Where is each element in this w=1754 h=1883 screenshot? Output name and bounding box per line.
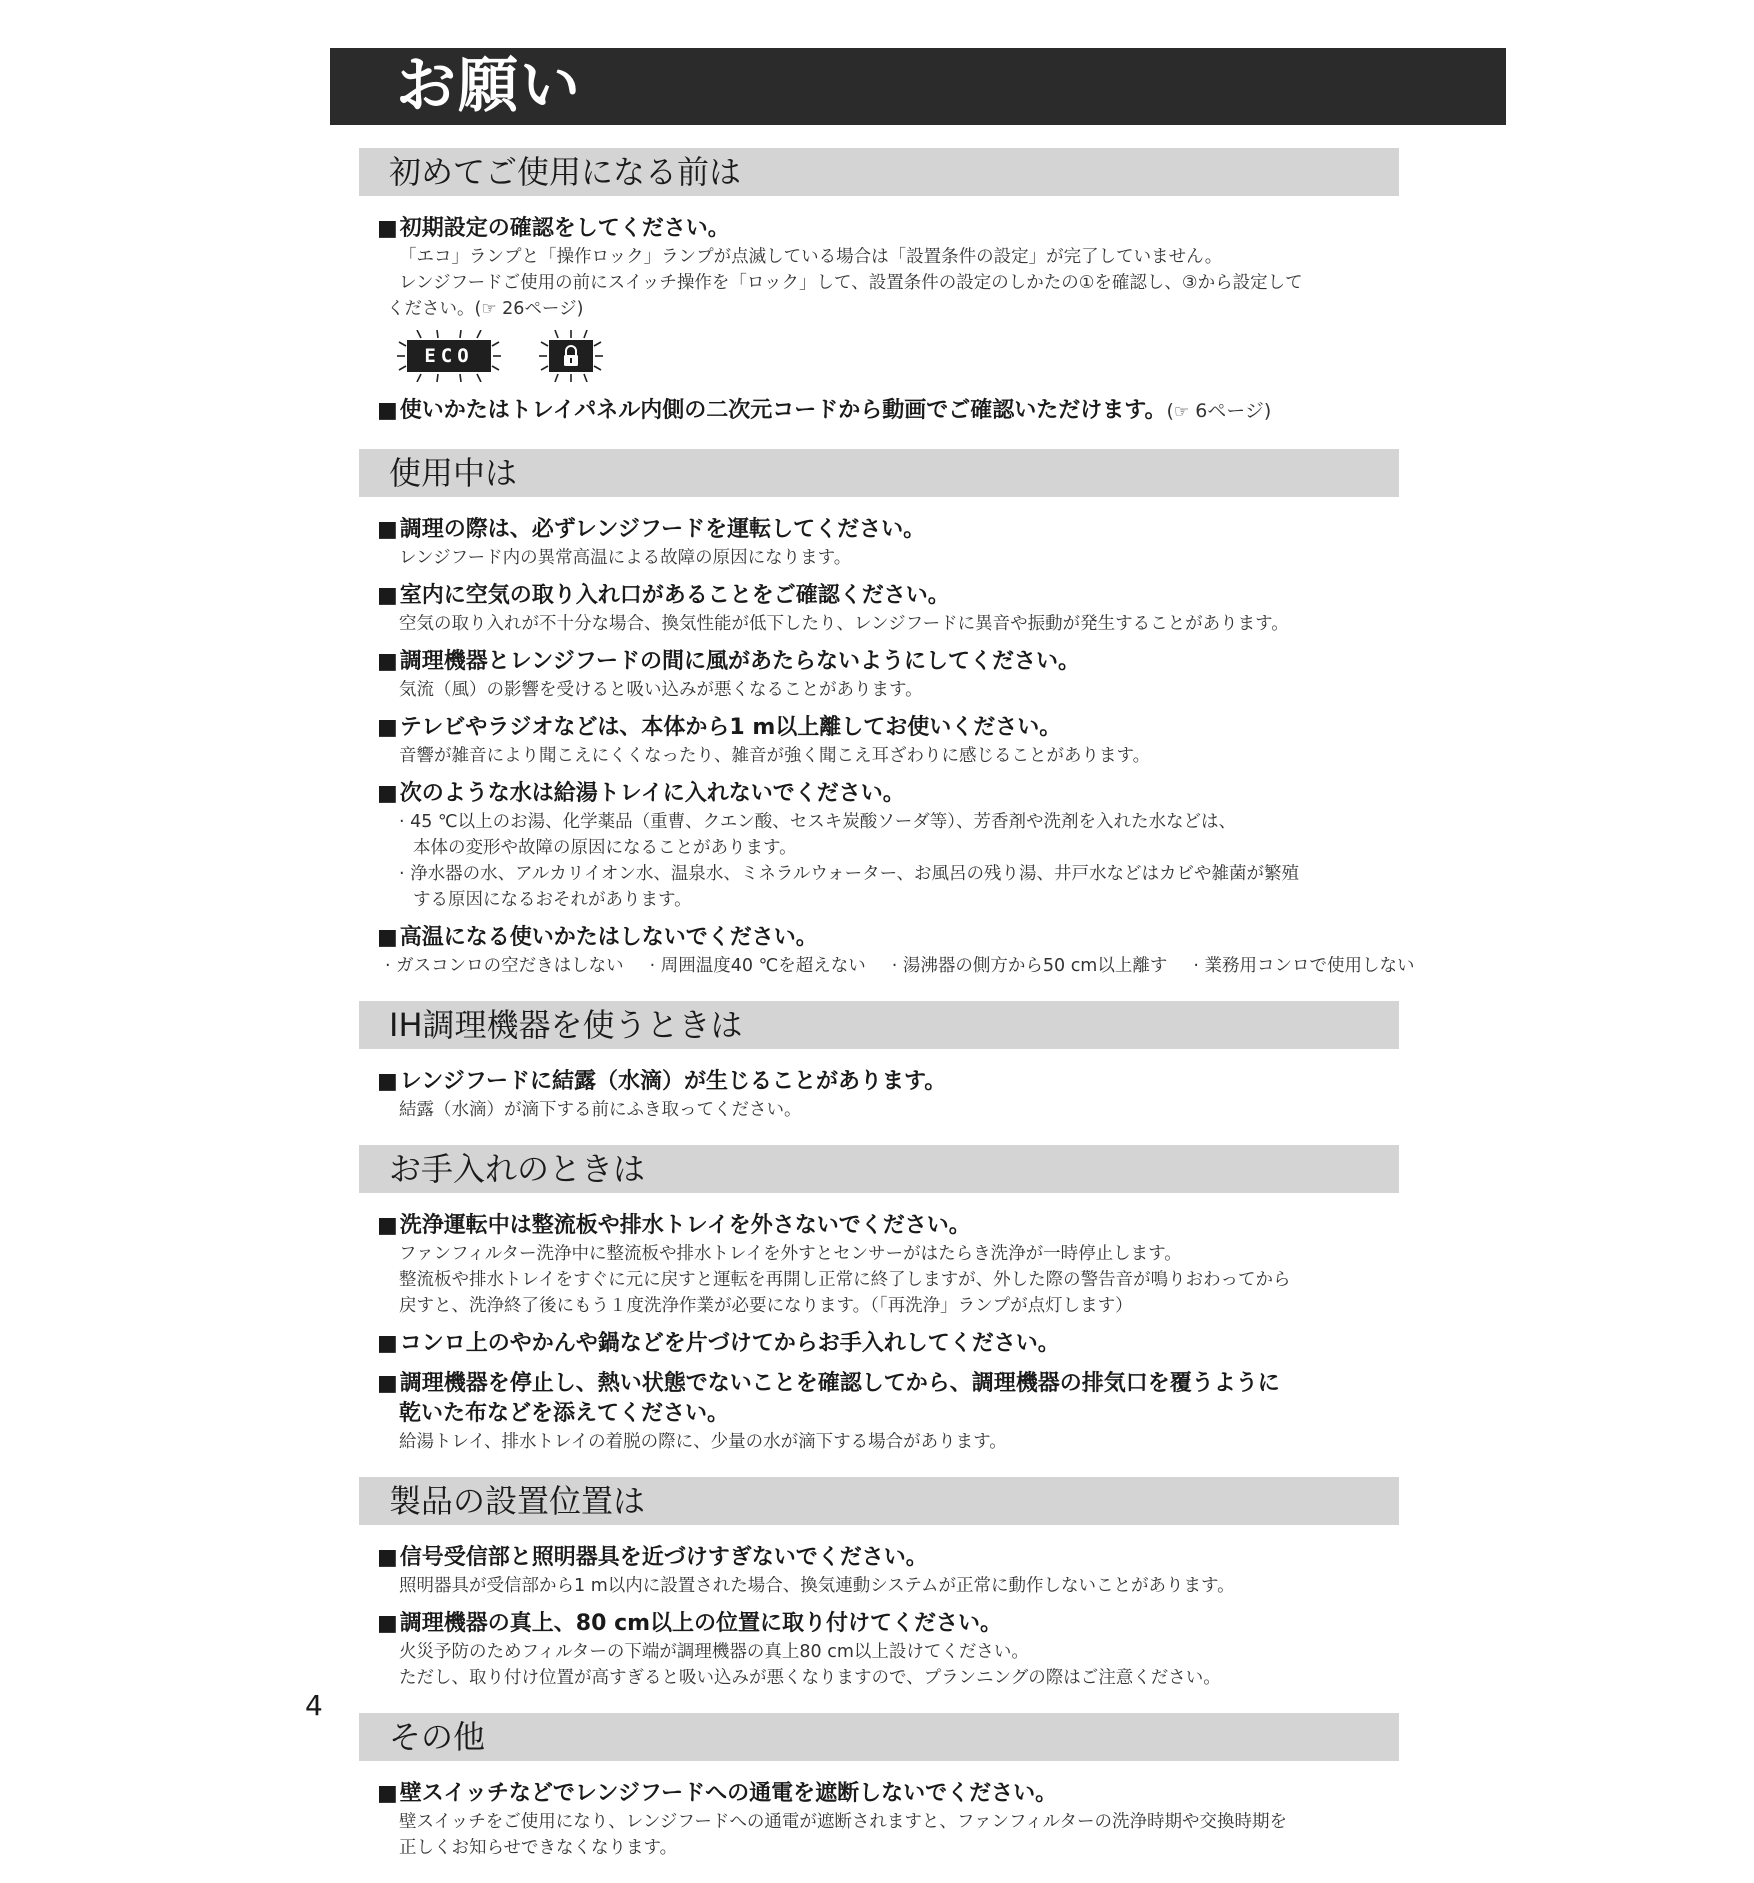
section-title: 初めてご使用になる前は (389, 153, 742, 191)
item-desc: 結露（水滴）が滴下する前にふき取ってください。 (399, 1100, 802, 1120)
item-title: テレビやラジオなどは、本体から1 m以上離してお使いください。 (399, 715, 1062, 740)
list-item (377, 1329, 1399, 1359)
item-title: コンロ上のやかんや鍋などを片づけてからお手入れしてください。 (399, 1331, 1060, 1356)
item-desc: 「エコ」ランプと「操作ロック」ランプが点滅している場合は「設置条件の設定」が完了していません。 (399, 247, 1223, 267)
lamp-icons (377, 322, 1399, 386)
item-title: 使いかたはトレイパネル内側の二次元コードから動画でご確認いただけます。 (399, 398, 1167, 423)
item-desc: 戻すと、洗浄終了後にもう１度洗浄作業が必要になります。（「再洗浄」ランプが点灯します） (399, 1296, 1133, 1316)
inline-notes (377, 953, 1415, 979)
bullet-square-icon: ■ (377, 216, 398, 241)
inline-note: · 業務用コンロで使用しない (1193, 956, 1415, 976)
item-title-continued: 乾いた布などを添えてください。 (399, 1401, 730, 1426)
item-desc: ファンフィルター洗浄中に整流板や排水トレイを外すとセンサーがはたらき洗浄が一時停止します。 (399, 1244, 1182, 1264)
bullet-square-icon: ■ (377, 925, 398, 950)
list-item (377, 647, 1399, 703)
list-item (377, 581, 1399, 637)
section-header (359, 148, 1399, 196)
bullet-square-icon: ■ (377, 1781, 398, 1806)
item-desc: 照明器具が受信部から1 m以内に設置された場合、換気連動システムが正常に動作しないことがあります。 (399, 1576, 1235, 1596)
section-title: IH調理機器を使うときは (389, 1006, 743, 1044)
item-title: 高温になる使いかたはしないでください。 (399, 925, 818, 950)
item-desc: 音響が雑音により聞こえにくくなったり、雑音が強く聞こえ耳ざわりに感じることがあります。 (399, 746, 1151, 766)
list-item (377, 779, 1399, 913)
item-desc: 気流（風）の影響を受けると吸い込みが悪くなることがあります。 (399, 680, 923, 700)
bullet-square-icon: ■ (377, 1069, 398, 1094)
page-title: お願い (396, 51, 582, 121)
bullet-square-icon: ■ (377, 649, 398, 674)
section-header (359, 1145, 1399, 1193)
item-desc: 本体の変形や故障の原因になることがあります。 (413, 838, 797, 858)
list-item (377, 1369, 1399, 1455)
list-item (377, 214, 1399, 386)
page-title-banner (330, 48, 1506, 125)
item-title: 室内に空気の取り入れ口があることをご確認ください。 (399, 583, 950, 608)
item-desc: · 浄水器の水、アルカリイオン水、温泉水、ミネラルウォーター、お風呂の残り湯、井戸水などはカビや雑菌が繁殖 (399, 864, 1299, 884)
bullet-square-icon: ■ (377, 398, 398, 423)
list-item (377, 713, 1399, 769)
section-header (359, 1477, 1399, 1525)
page-reference: (☞ 6ページ) (1167, 400, 1272, 422)
page-number: 4 (305, 1689, 323, 1722)
bullet-square-icon: ■ (377, 517, 398, 542)
item-desc: レンジフード内の異常高温による故障の原因になります。 (399, 548, 852, 568)
item-title: 調理機器とレンジフードの間に風があたらないようにしてください。 (399, 649, 1081, 674)
section-title: お手入れのときは (389, 1150, 646, 1188)
item-desc: する原因になるおそれがあります。 (413, 890, 692, 910)
item-desc: 火災予防のためフィルターの下端が調理機器の真上80 cm以上設けてください。 (399, 1642, 1029, 1662)
section-header (359, 1001, 1399, 1049)
list-item (377, 1779, 1399, 1861)
pointing-hand-icon: ☞ (481, 299, 497, 319)
bullet-square-icon: ■ (377, 1545, 398, 1570)
item-title: 壁スイッチなどでレンジフードへの通電を遮断しないでください。 (399, 1781, 1058, 1806)
inline-note: · 周囲温度40 ℃を超えない (649, 956, 866, 976)
section-other (359, 1713, 1399, 1861)
inline-note: · 湯沸器の側方から50 cm以上離す (891, 956, 1168, 976)
item-title: 次のような水は給湯トレイに入れないでください。 (399, 781, 905, 806)
list-item (377, 515, 1399, 571)
bullet-square-icon: ■ (377, 1331, 398, 1356)
bullet-square-icon: ■ (377, 781, 398, 806)
item-desc: 整流板や排水トレイをすぐに元に戻すと運転を再開し正常に終了しますが、外した際の警告音が鳴りおわってから (399, 1270, 1291, 1290)
eco-lamp-blinking-icon (397, 330, 501, 382)
section-title: 製品の設置位置は (389, 1482, 646, 1520)
item-desc: 正しくお知らせできなくなります。 (399, 1838, 678, 1858)
item-title: 調理機器を停止し、熱い状態でないことを確認してから、調理機器の排気口を覆うように (399, 1371, 1280, 1396)
bullet-square-icon: ■ (377, 583, 398, 608)
section-during-use (359, 449, 1415, 979)
lock-lamp-blinking-icon (539, 330, 603, 382)
bullet-square-icon: ■ (377, 1213, 398, 1238)
item-desc: 空気の取り入れが不十分な場合、換気性能が低下したり、レンジフードに異音や振動が発生することがあります。 (399, 614, 1289, 634)
pointing-hand-icon: ☞ (1173, 402, 1190, 422)
item-title: 初期設定の確認をしてください。 (399, 216, 730, 241)
section-title: その他 (389, 1718, 486, 1756)
item-title: 信号受信部と照明器具を近づけすぎないでください。 (399, 1545, 928, 1570)
list-item (377, 1609, 1399, 1691)
item-desc: 26ページ) (502, 299, 584, 319)
item-desc: レンジフードご使用の前にスイッチ操作を「ロック」して、設置条件の設定のしかたの①を確認し、③から設定して (399, 273, 1303, 293)
list-item (377, 1067, 1399, 1123)
item-desc: ください。( (387, 299, 482, 319)
section-ih-cooking (359, 1001, 1399, 1123)
item-title: 調理の際は、必ずレンジフードを運転してください。 (399, 517, 926, 542)
inline-note: · ガスコンロの空だきはしない (385, 956, 624, 976)
item-title: 洗浄運転中は整流板や排水トレイを外さないでください。 (399, 1213, 971, 1238)
eco-lamp-label: ECO (407, 340, 491, 372)
item-desc: ただし、取り付け位置が高すぎると吸い込みが悪くなりますので、プランニングの際はご注意ください。 (399, 1668, 1221, 1688)
content (359, 148, 1415, 1883)
section-title: 使用中は (389, 454, 518, 492)
section-header (359, 449, 1399, 497)
item-desc: 給湯トレイ、排水トレイの着脱の際に、少量の水が滴下する場合があります。 (399, 1432, 1007, 1452)
bullet-square-icon: ■ (377, 1611, 398, 1636)
item-desc: 壁スイッチをご使用になり、レンジフードへの通電が遮断されますと、ファンフィルターの洗浄時期や交換時期を (399, 1812, 1287, 1832)
list-item (377, 923, 1415, 979)
bullet-square-icon: ■ (377, 1371, 398, 1396)
list-item (377, 1543, 1399, 1599)
bullet-square-icon: ■ (377, 715, 398, 740)
item-title: 調理機器の真上、80 cm以上の位置に取り付けてください。 (399, 1611, 1003, 1636)
item-title: レンジフードに結露（水滴）が生じることがあります。 (399, 1069, 947, 1094)
section-maintenance (359, 1145, 1399, 1455)
list-item (377, 1211, 1399, 1319)
item-desc: · 45 ℃以上のお湯、化学薬品（重曹、クエン酸、セスキ炭酸ソーダ等）、芳香剤や洗剤を入れた水などは、 (399, 812, 1237, 832)
section-before-first-use (359, 148, 1399, 427)
section-installation-position (359, 1477, 1399, 1691)
list-item (377, 396, 1399, 427)
